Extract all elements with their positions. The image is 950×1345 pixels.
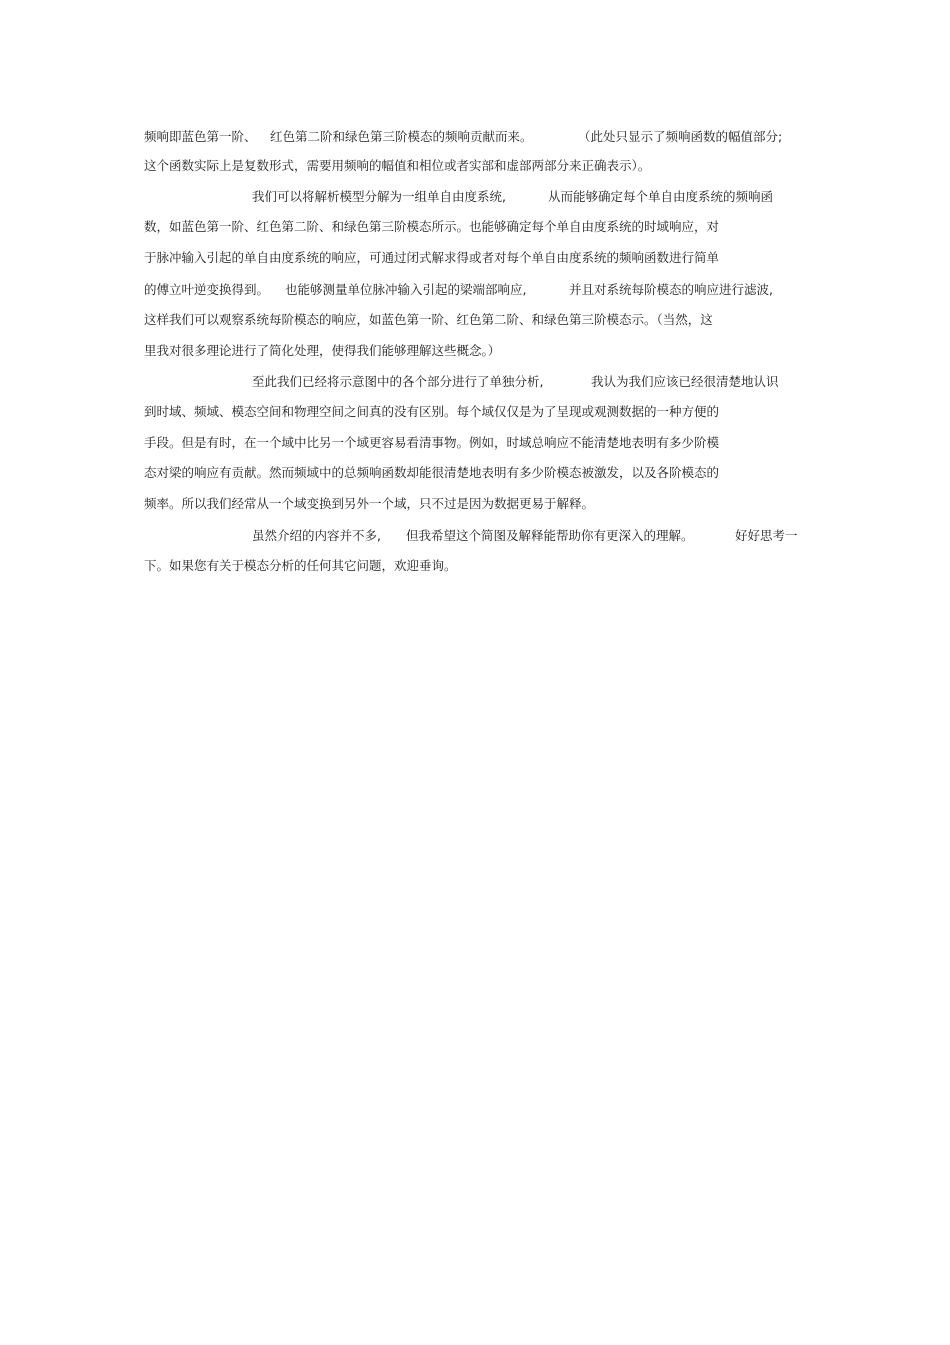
- text-segment: 下。如果您有关于模态分析的任何其它问题，欢迎垂询。: [144, 558, 457, 573]
- text-segment: 到时域、频域、模态空间和物理空间之间真的没有区别。每个域仅仅是为了呈现或观测数据的一种方便的: [144, 404, 720, 419]
- text-segment: 至此我们已经将示意图中的各个部分进行了单独分析,: [252, 374, 544, 389]
- text-segment: 这个函数实际上是复数形式，需要用频响的幅值和相位或者实部和虚部两部分来正确表示）。: [144, 158, 651, 173]
- text-segment: 这样我们可以观察系统每阶模态的响应，如蓝色第一阶、红色第二阶、和绿色第三阶模态示。（当然，这: [144, 312, 713, 327]
- text-segment: 频响即蓝色第一阶、: [144, 129, 257, 144]
- text-segment: 虽然介绍的内容并不多,: [252, 528, 381, 543]
- text-segment: 里我对很多理论进行了简化处理，使得我们能够理解这些概念。）: [144, 343, 501, 358]
- text-segment: 态对梁的响应有贡献。然而频域中的总频响函数却能很清楚地表明有多少阶模态被激发，以及各阶模态的: [144, 465, 720, 480]
- text-segment: 于脉冲输入引起的单自由度系统的响应，可通过闭式解求得或者对每个单自由度系统的频响函数进行简单: [144, 250, 720, 265]
- text-segment: 好好思考一: [735, 528, 798, 543]
- text-segment: 我认为我们应该已经很清楚地认识: [591, 374, 779, 389]
- text-segment: 手段。但是有时，在一个域中比另一个域更容易看清事物。例如，时域总响应不能清楚地表明有多少阶模: [144, 435, 720, 450]
- text-segment: 但我希望这个简图及解释能帮助你有更深入的理解。: [406, 528, 694, 543]
- text-segment: 我们可以将解析模型分解为一组单自由度系统,: [252, 189, 506, 204]
- text-segment: （此处只显示了频响函数的幅值部分;: [578, 129, 783, 144]
- text-segment: 的傅立叶逆变换得到。: [144, 282, 270, 297]
- text-segment: 数，如蓝色第一阶、红色第二阶、和绿色第三阶模态所示。也能够确定每个单自由度系统的时域响应，对: [144, 219, 720, 234]
- text-segment: 频率。所以我们经常从一个域变换到另外一个域，只不过是因为数据更易于解释。: [144, 496, 595, 511]
- text-segment: 红色第二阶和绿色第三阶模态的频响贡献而来。: [270, 129, 533, 144]
- text-segment: 也能够测量单位脉冲输入引起的梁端部响应,: [285, 282, 527, 297]
- text-segment: 并且对系统每阶模态的响应进行滤波,: [569, 282, 773, 297]
- text-segment: 从而能够确定每个单自由度系统的频响函: [548, 189, 774, 204]
